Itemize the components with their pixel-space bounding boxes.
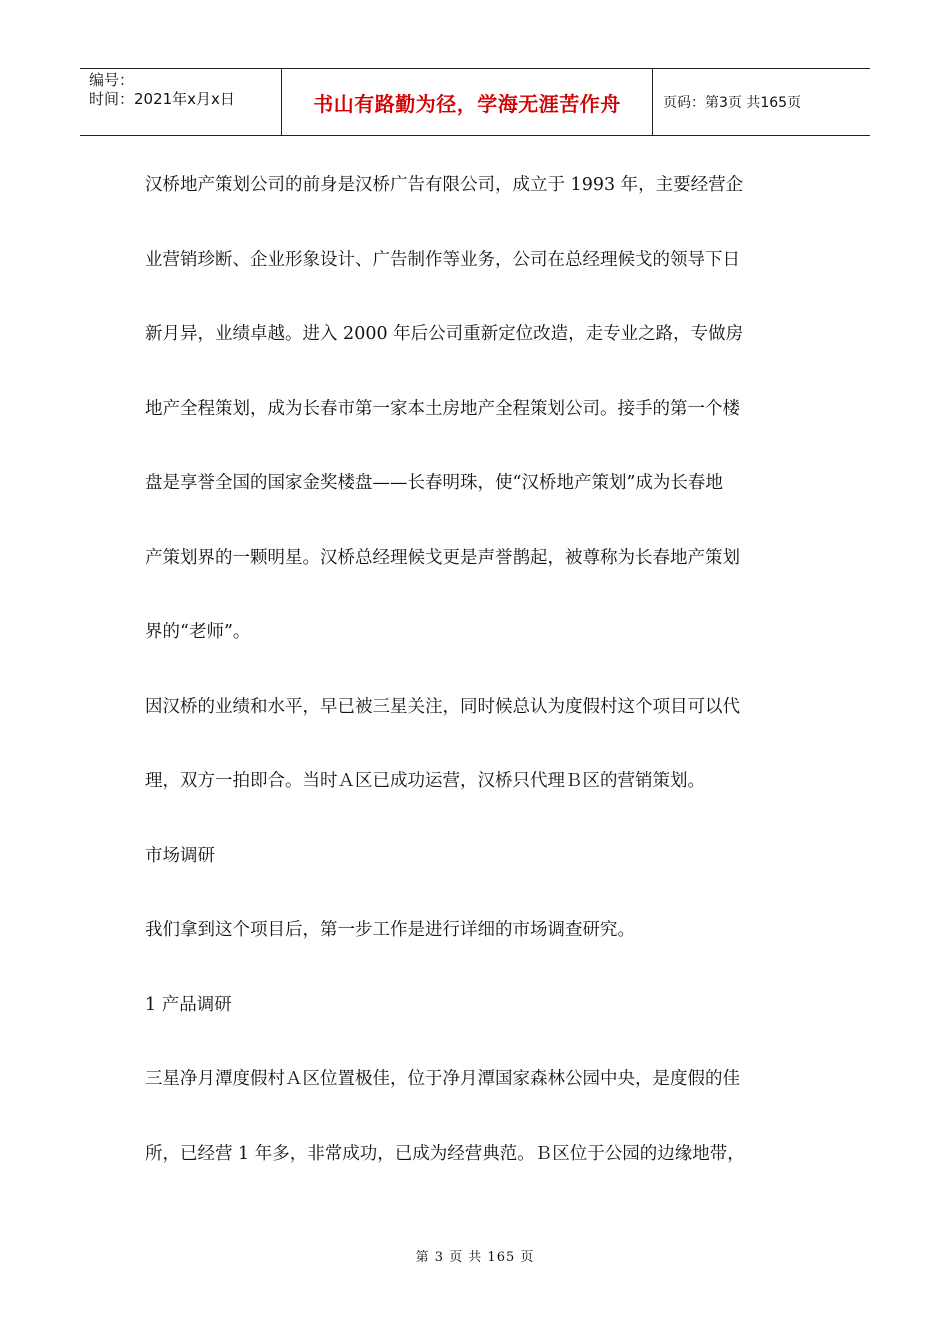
document-number-label: 编号：	[89, 71, 135, 89]
header-page-cell	[653, 69, 870, 135]
paragraph-line: 地产全程策划，成为长春市第一家本土房地产全程策划公司。接手的第一个楼	[145, 399, 740, 419]
section-heading: 市场调研	[145, 846, 215, 866]
paragraph-line: 我们拿到这个项目后，第一步工作是进行详细的市场调查研究。	[145, 920, 635, 940]
paragraph-line: 业营销珍断、企业形象设计、广告制作等业务，公司在总经理候戈的领导下日	[145, 250, 740, 270]
paragraph-line: 盘是享誉全国的国家金奖楼盘——长春明珠，使“汉桥地产策划”成为长春地	[145, 473, 723, 493]
paragraph-line: 因汉桥的业绩和水平，早已被三星关注，同时候总认为度假村这个项目可以代	[145, 697, 740, 717]
paragraph-line: 产策划界的一颗明星。汉桥总经理候戈更是声誉鹊起，被尊称为长春地产策划	[145, 548, 740, 568]
header-motto: 书山有路勤为径，学海无涯苦作舟	[313, 91, 621, 116]
document-header	[80, 68, 870, 136]
header-page-code: 页码：第3页 共165页	[663, 95, 802, 111]
paragraph-line: 理，双方一拍即合。当时Ａ区已成功运营，汉桥只代理Ｂ区的营销策划。	[145, 771, 705, 791]
paragraph-line: 新月异，业绩卓越。进入 2000 年后公司重新定位改造，走专业之路，专做房	[145, 324, 744, 344]
page-footer: 第 3 页 共 165 页	[415, 1250, 535, 1265]
header-motto-cell	[281, 69, 653, 135]
paragraph-line: 所，已经营 1 年多，非常成功，已成为经营典范。Ｂ区位于公园的边缘地带，	[145, 1144, 745, 1164]
subsection-heading: 1 产品调研	[145, 995, 232, 1015]
header-meta-cell	[80, 69, 281, 135]
document-date-label: 时间：2021年x月x日	[89, 90, 235, 108]
paragraph-line: 三星净月潭度假村Ａ区位置极佳，位于净月潭国家森林公园中央，是度假的佳	[145, 1069, 740, 1089]
paragraph-line: 界的“老师”。	[145, 622, 251, 642]
paragraph-line: 汉桥地产策划公司的前身是汉桥广告有限公司，成立于 1993 年，主要经营企	[145, 175, 744, 195]
